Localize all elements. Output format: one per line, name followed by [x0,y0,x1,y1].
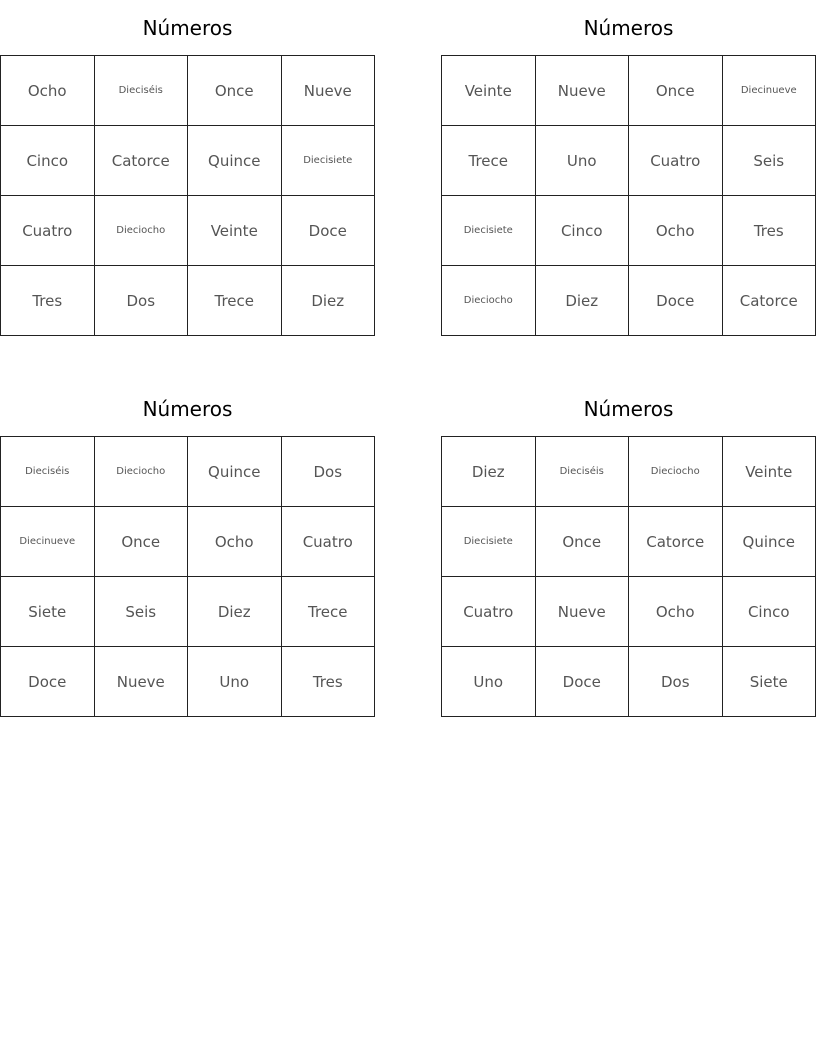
bingo-cell: Cuatro [442,577,536,647]
bingo-cell: Doce [1,647,95,717]
bingo-cell: Tres [1,266,95,336]
bingo-cell: Veinte [188,196,282,266]
bingo-grid [0,436,375,717]
bingo-cell: Uno [442,647,536,717]
bingo-cell: Quince [188,126,282,196]
card-title: Números [142,397,233,421]
bingo-cell: Cuatro [282,507,376,577]
bingo-cell: Diecisiete [442,507,536,577]
bingo-cell: Diecisiete [442,196,536,266]
bingo-cell: Diecisiete [282,126,376,196]
bingo-cell: Diez [536,266,630,336]
bingo-cell: Siete [1,577,95,647]
bingo-cell: Trece [442,126,536,196]
bingo-cell: Dieciocho [95,437,189,507]
bingo-card [0,0,375,336]
card-title: Números [583,397,674,421]
bingo-cell: Diecinueve [1,507,95,577]
bingo-cell: Dieciséis [95,56,189,126]
bingo-cell: Dos [282,437,376,507]
bingo-cell: Uno [536,126,630,196]
bingo-cell: Veinte [442,56,536,126]
bingo-cell: Seis [95,577,189,647]
card-title: Números [583,16,674,40]
bingo-cell: Cuatro [629,126,723,196]
bingo-cell: Ocho [629,577,723,647]
bingo-cell: Trece [282,577,376,647]
bingo-cell: Catorce [723,266,816,336]
bingo-cell: Ocho [629,196,723,266]
bingo-cell: Dieciocho [95,196,189,266]
bingo-cell: Once [536,507,630,577]
bingo-cell: Tres [723,196,816,266]
bingo-cell: Quince [188,437,282,507]
bingo-cell: Nueve [536,577,630,647]
bingo-cell: Once [188,56,282,126]
bingo-cell: Dos [95,266,189,336]
bingo-cell: Diez [188,577,282,647]
bingo-cell: Doce [536,647,630,717]
bingo-cell: Catorce [629,507,723,577]
bingo-card [441,381,816,717]
bingo-grid [441,436,816,717]
bingo-cell: Uno [188,647,282,717]
bingo-cell: Dieciocho [629,437,723,507]
bingo-cell: Tres [282,647,376,717]
bingo-cell: Doce [282,196,376,266]
bingo-cell: Trece [188,266,282,336]
bingo-cell: Diez [282,266,376,336]
bingo-cell: Dieciséis [1,437,95,507]
bingo-cell: Cinco [723,577,816,647]
bingo-cell: Dos [629,647,723,717]
card-title: Números [142,16,233,40]
bingo-cell: Ocho [1,56,95,126]
bingo-cell: Dieciséis [536,437,630,507]
bingo-cell: Nueve [282,56,376,126]
bingo-cell: Dieciocho [442,266,536,336]
bingo-cell: Diez [442,437,536,507]
bingo-cell: Veinte [723,437,816,507]
bingo-cell: Doce [629,266,723,336]
bingo-cell: Cinco [1,126,95,196]
bingo-cell: Cinco [536,196,630,266]
bingo-cell: Seis [723,126,816,196]
bingo-cell: Cuatro [1,196,95,266]
bingo-cell: Nueve [95,647,189,717]
bingo-cell: Diecinueve [723,56,816,126]
bingo-grid [441,55,816,336]
bingo-card [0,381,375,717]
bingo-cell: Catorce [95,126,189,196]
bingo-cell: Ocho [188,507,282,577]
bingo-cell: Quince [723,507,816,577]
bingo-cell: Siete [723,647,816,717]
bingo-card [441,0,816,336]
bingo-cell: Once [629,56,723,126]
bingo-grid [0,55,375,336]
bingo-cell: Once [95,507,189,577]
bingo-cell: Nueve [536,56,630,126]
